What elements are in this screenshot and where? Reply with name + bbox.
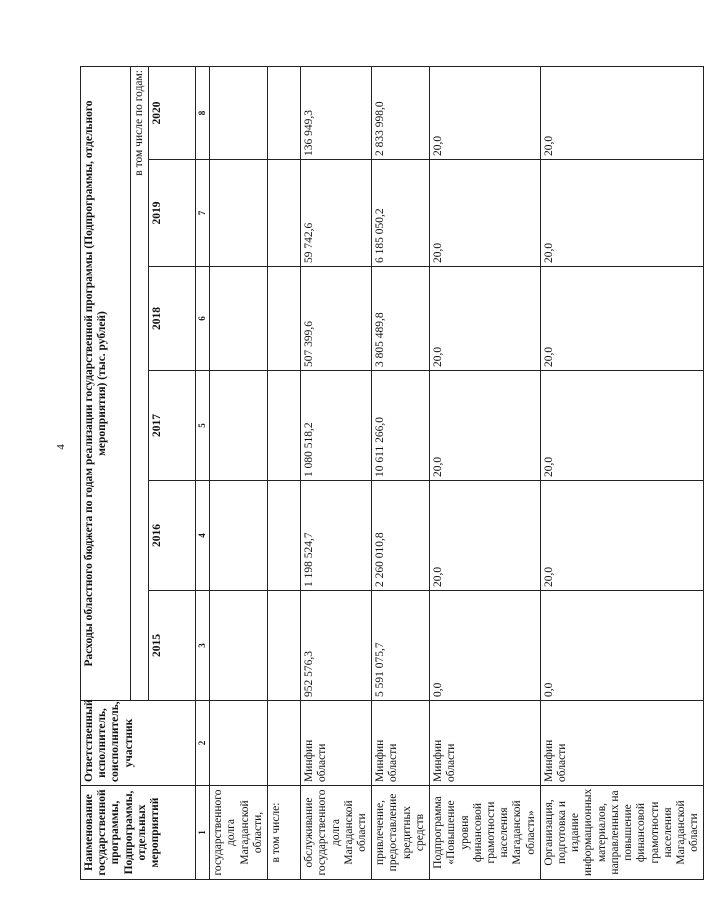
value-cell xyxy=(268,371,301,481)
value-cell xyxy=(210,371,268,481)
row-name: государственного долга Магаданской области, xyxy=(210,786,268,880)
value-cell: 5 591 075,7 xyxy=(372,591,430,701)
row-executor: Минфин области xyxy=(301,701,372,786)
row-executor xyxy=(210,701,268,786)
value-cell: 6 185 050,2 xyxy=(372,160,430,267)
value-cell: 3 805 489,8 xyxy=(372,267,430,371)
rotated-table-wrapper xyxy=(80,67,701,880)
value-cell: 1 198 524,7 xyxy=(301,481,372,591)
table-row xyxy=(301,67,372,880)
value-cell: 10 611 266,0 xyxy=(372,371,430,481)
row-name: в том числе: xyxy=(268,786,301,880)
row-name: Организация, подготовка и издание информационных материалов, направленных на повышение финансовой грамотности населения Магаданской области xyxy=(540,786,704,880)
value-cell xyxy=(268,67,301,160)
value-cell xyxy=(268,481,301,591)
column-number: 7 xyxy=(196,160,210,267)
year-2020: 2020 xyxy=(149,67,196,160)
row-executor xyxy=(268,701,301,786)
column-number: 3 xyxy=(196,591,210,701)
column-number: 4 xyxy=(196,481,210,591)
value-cell: 2 833 998,0 xyxy=(372,67,430,160)
value-cell xyxy=(268,591,301,701)
column-number: 8 xyxy=(196,67,210,160)
row-name: Подпрограмма «Повышение уровня финансовой грамотности населения Магаданской области» xyxy=(430,786,541,880)
year-2019: 2019 xyxy=(149,160,196,267)
row-executor: Минфин области xyxy=(372,701,430,786)
row-executor: Минфин области xyxy=(430,701,541,786)
table-row xyxy=(540,67,704,880)
year-2018: 2018 xyxy=(149,267,196,371)
budget-table xyxy=(80,66,704,880)
header-expenses: Расходы областного бюджета по годам реализации государственной программы (Подпрограммы, отдельного мероприятия) (тыс. рублей) xyxy=(81,67,131,701)
value-cell: 1 080 518,2 xyxy=(301,371,372,481)
row-name: обслуживание государственного долга Магаданской области xyxy=(301,786,372,880)
table-row xyxy=(210,67,268,880)
column-number: 1 xyxy=(196,786,210,880)
value-cell: 20,0 xyxy=(540,481,704,591)
value-cell: 20,0 xyxy=(540,67,704,160)
value-cell: 20,0 xyxy=(540,160,704,267)
value-cell: 20,0 xyxy=(430,67,541,160)
value-cell xyxy=(268,267,301,371)
column-number-row xyxy=(196,67,210,880)
table-row xyxy=(430,67,541,880)
value-cell xyxy=(210,267,268,371)
row-name: привлечение, предоставление кредитных средств xyxy=(372,786,430,880)
value-cell: 20,0 xyxy=(540,371,704,481)
table-row xyxy=(372,67,430,880)
page-number: 4 xyxy=(55,444,67,450)
year-2017: 2017 xyxy=(149,371,196,481)
year-2015: 2015 xyxy=(149,591,196,701)
header-by-years: в том числе по годам: xyxy=(131,67,149,701)
column-number: 6 xyxy=(196,267,210,371)
value-cell: 0,0 xyxy=(540,591,704,701)
value-cell: 20,0 xyxy=(430,371,541,481)
value-cell xyxy=(210,160,268,267)
value-cell: 20,0 xyxy=(430,160,541,267)
value-cell xyxy=(268,160,301,267)
header-executor: Ответственный исполнитель, соисполнитель, участник xyxy=(81,701,196,786)
value-cell: 20,0 xyxy=(540,267,704,371)
value-cell xyxy=(210,591,268,701)
value-cell xyxy=(210,481,268,591)
value-cell xyxy=(210,67,268,160)
value-cell: 20,0 xyxy=(430,481,541,591)
value-cell: 2 260 010,8 xyxy=(372,481,430,591)
column-number: 5 xyxy=(196,371,210,481)
value-cell: 59 742,6 xyxy=(301,160,372,267)
value-cell: 136 949,3 xyxy=(301,67,372,160)
table-row xyxy=(268,67,301,880)
value-cell: 0,0 xyxy=(430,591,541,701)
value-cell: 20,0 xyxy=(430,267,541,371)
row-executor: Минфин области xyxy=(540,701,704,786)
year-2016: 2016 xyxy=(149,481,196,591)
header-name: Наименование государственной программы, Подпрограммы, отдельных мероприятий xyxy=(81,786,196,880)
column-number: 2 xyxy=(196,701,210,786)
value-cell: 952 576,3 xyxy=(301,591,372,701)
value-cell: 507 399,6 xyxy=(301,267,372,371)
